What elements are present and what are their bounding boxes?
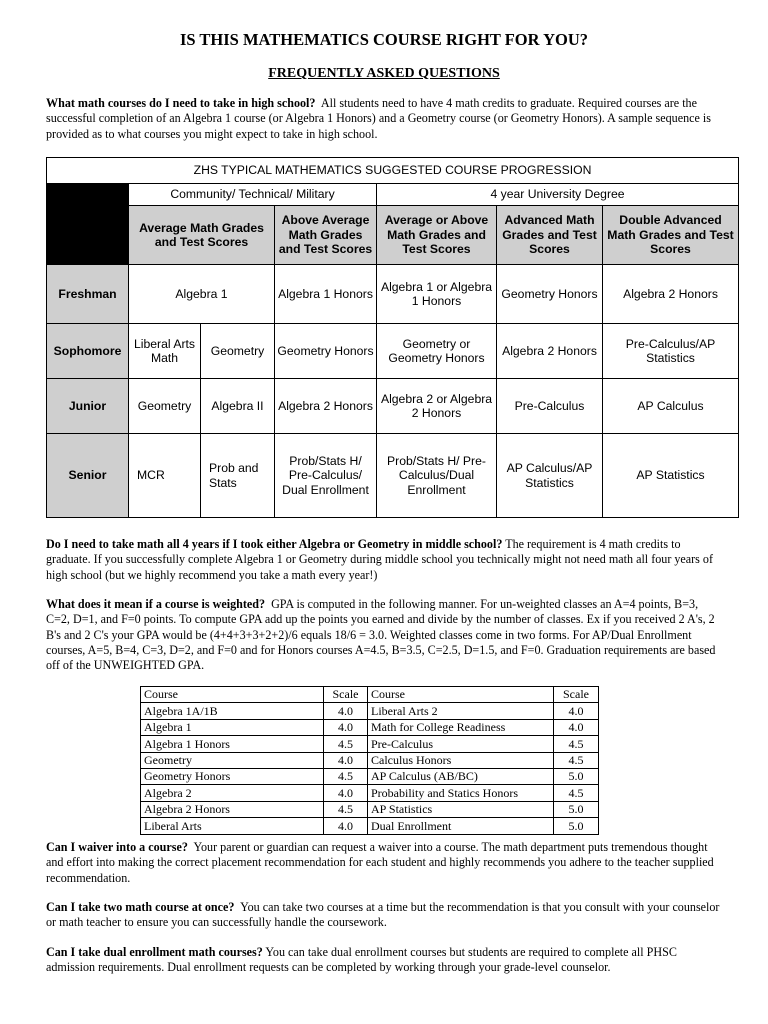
faq-answer: Your parent or guardian can request a waiver into a course. The math department puts tremendous thought and effort into making the correct placement recommendation for each student and highly recommends you adhere to the teacher supplied recommendation. <box>46 840 714 885</box>
course-scale-table <box>140 686 599 835</box>
table-cell: Algebra 1 Honors <box>275 265 377 324</box>
course-scale: 4.5 <box>554 752 599 768</box>
table-cell: Liberal Arts Math <box>129 324 201 379</box>
faq-question: Can I take dual enrollment math courses? <box>46 945 263 959</box>
course-name: Algebra 1 <box>141 719 324 735</box>
faq-question: Can I take two math course at once? <box>46 900 235 914</box>
faq-answer: You can take two courses at a time but the recommendation is that you consult with your counselor or math teacher to ensure you can successfully handle the coursework. <box>46 900 720 930</box>
column-header: Scale <box>324 687 368 703</box>
course-name: Liberal Arts 2 <box>368 703 554 719</box>
progression-title: ZHS TYPICAL MATHEMATICS SUGGESTED COURSE PROGRESSION <box>47 158 739 184</box>
column-header: Above Average Math Grades and Test Scores <box>275 206 377 265</box>
faq-item-weighted <box>46 597 722 673</box>
row-label-junior: Junior <box>47 379 129 434</box>
course-name: Algebra 1A/1B <box>141 703 324 719</box>
table-cell: Geometry or Geometry Honors <box>377 324 497 379</box>
course-scale: 4.0 <box>324 703 368 719</box>
course-scale: 4.5 <box>554 785 599 801</box>
course-name: Pre-Calculus <box>368 736 554 752</box>
table-cell: Algebra II <box>201 379 275 434</box>
course-name: Probability and Statics Honors <box>368 785 554 801</box>
table-row <box>141 785 599 801</box>
row-label-sophomore: Sophomore <box>47 324 129 379</box>
course-scale: 4.0 <box>554 703 599 719</box>
table-row <box>141 719 599 735</box>
table-cell: AP Statistics <box>603 434 739 518</box>
course-scale: 4.5 <box>324 736 368 752</box>
course-scale: 4.5 <box>324 768 368 784</box>
faq-answer: GPA is computed in the following manner. For un-weighted classes an A=4 points, B=3, C=2, D=1, and F=0 points. To compute GPA add up the points you earned and divide by the number of classes. Ex if you received 2 A's, 2 B's and 2 C's your GPA would be (4+4+3+3+2+2)/6 equals 18/6 = 3.0. Weighted classes come in two forms. For AP/Dual Enrollment courses, A=5, B=4, C=3, D=2, and F=0 and for Honors courses A=4.5, B=3.5, C=2.5, D=1.5, and F=0. Graduation requirements are based off of the UNWEIGHTED GPA. <box>46 597 716 673</box>
table-row <box>141 752 599 768</box>
course-scale: 4.5 <box>324 801 368 817</box>
faq-item-waiver <box>46 840 722 886</box>
course-name: Dual Enrollment <box>368 818 554 834</box>
table-cell: AP Calculus <box>603 379 739 434</box>
table-cell: Algebra 2 Honors <box>603 265 739 324</box>
faq-answer: You can take dual enrollment courses but students are required to complete all PHSC admission requirements. Dual enrollment requests can be completed by working through your grade-level counselor. <box>46 945 677 975</box>
table-cell: Geometry <box>129 379 201 434</box>
table-row <box>141 818 599 834</box>
table-cell: Algebra 2 or Algebra 2 Honors <box>377 379 497 434</box>
table-cell: Prob/Stats H/ Pre-Calculus/ Dual Enrollment <box>275 434 377 518</box>
table-cell: Prob and Stats <box>201 434 275 518</box>
course-scale: 5.0 <box>554 768 599 784</box>
faq-item-four-years <box>46 537 722 583</box>
table-cell: Algebra 1 or Algebra 1 Honors <box>377 265 497 324</box>
row-label-senior: Senior <box>47 434 129 518</box>
table-cell: Geometry <box>201 324 275 379</box>
table-cell: Algebra 2 Honors <box>497 324 603 379</box>
course-scale: 5.0 <box>554 818 599 834</box>
table-row <box>141 736 599 752</box>
course-scale: 4.0 <box>324 719 368 735</box>
faq-question: Can I waiver into a course? <box>46 840 188 854</box>
column-header: Advanced Math Grades and Test Scores <box>497 206 603 265</box>
column-header: Double Advanced Math Grades and Test Scores <box>603 206 739 265</box>
table-cell: AP Calculus/AP Statistics <box>497 434 603 518</box>
table-row <box>141 703 599 719</box>
course-name: Calculus Honors <box>368 752 554 768</box>
faq-answer: The requirement is 4 math credits to graduate. If you successfully complete Algebra 1 or Geometry during middle school you technically might not need math all four years of high school (but we highly recommend you take a math every year!) <box>46 537 713 582</box>
page-title: IS THIS MATHEMATICS COURSE RIGHT FOR YOU? <box>180 30 588 49</box>
table-cell: Prob/Stats H/ Pre-Calculus/Dual Enrollment <box>377 434 497 518</box>
course-name: AP Calculus (AB/BC) <box>368 768 554 784</box>
faq-item-courses <box>46 96 722 142</box>
course-name: Algebra 1 Honors <box>141 736 324 752</box>
table-cell: Algebra 1 <box>129 265 275 324</box>
column-header: Average or Above Math Grades and Test Scores <box>377 206 497 265</box>
course-name: Math for College Readiness <box>368 719 554 735</box>
course-scale: 4.0 <box>324 818 368 834</box>
corner-cell <box>47 184 129 265</box>
table-cell: Pre-Calculus/AP Statistics <box>603 324 739 379</box>
course-name: Liberal Arts <box>141 818 324 834</box>
group-header-community: Community/ Technical/ Military <box>129 184 377 206</box>
faq-question: Do I need to take math all 4 years if I took either Algebra or Geometry in middle school? <box>46 537 503 551</box>
group-header-university: 4 year University Degree <box>377 184 739 206</box>
course-name: Geometry Honors <box>141 768 324 784</box>
course-name: AP Statistics <box>368 801 554 817</box>
faq-item-two-courses <box>46 900 722 931</box>
table-row <box>141 768 599 784</box>
table-cell: Geometry Honors <box>275 324 377 379</box>
course-progression-table <box>46 157 739 518</box>
page-subtitle: FREQUENTLY ASKED QUESTIONS <box>268 66 500 81</box>
column-header: Scale <box>554 687 599 703</box>
table-cell: Geometry Honors <box>497 265 603 324</box>
course-name: Algebra 2 Honors <box>141 801 324 817</box>
course-scale: 4.0 <box>324 785 368 801</box>
table-cell: Algebra 2 Honors <box>275 379 377 434</box>
column-header: Average Math Grades and Test Scores <box>129 206 275 265</box>
course-name: Geometry <box>141 752 324 768</box>
faq-question: What math courses do I need to take in high school? <box>46 96 316 110</box>
table-header-row <box>141 687 599 703</box>
table-cell: Pre-Calculus <box>497 379 603 434</box>
faq-answer: All students need to have 4 math credits to graduate. Required courses are the successful completion of an Algebra 1 course (or Algebra 1 Honors) and a Geometry course (or Geometry Honors). A sample sequence is provided as to what courses you might expect to take in high school. <box>46 96 711 141</box>
table-cell: MCR <box>129 434 201 518</box>
column-header: Course <box>141 687 324 703</box>
row-label-freshman: Freshman <box>47 265 129 324</box>
course-scale: 4.0 <box>324 752 368 768</box>
table-row <box>141 801 599 817</box>
course-name: Algebra 2 <box>141 785 324 801</box>
course-scale: 4.5 <box>554 736 599 752</box>
faq-item-dual-enrollment <box>46 945 722 976</box>
faq-question: What does it mean if a course is weighted? <box>46 597 266 611</box>
course-scale: 4.0 <box>554 719 599 735</box>
column-header: Course <box>368 687 554 703</box>
course-scale: 5.0 <box>554 801 599 817</box>
